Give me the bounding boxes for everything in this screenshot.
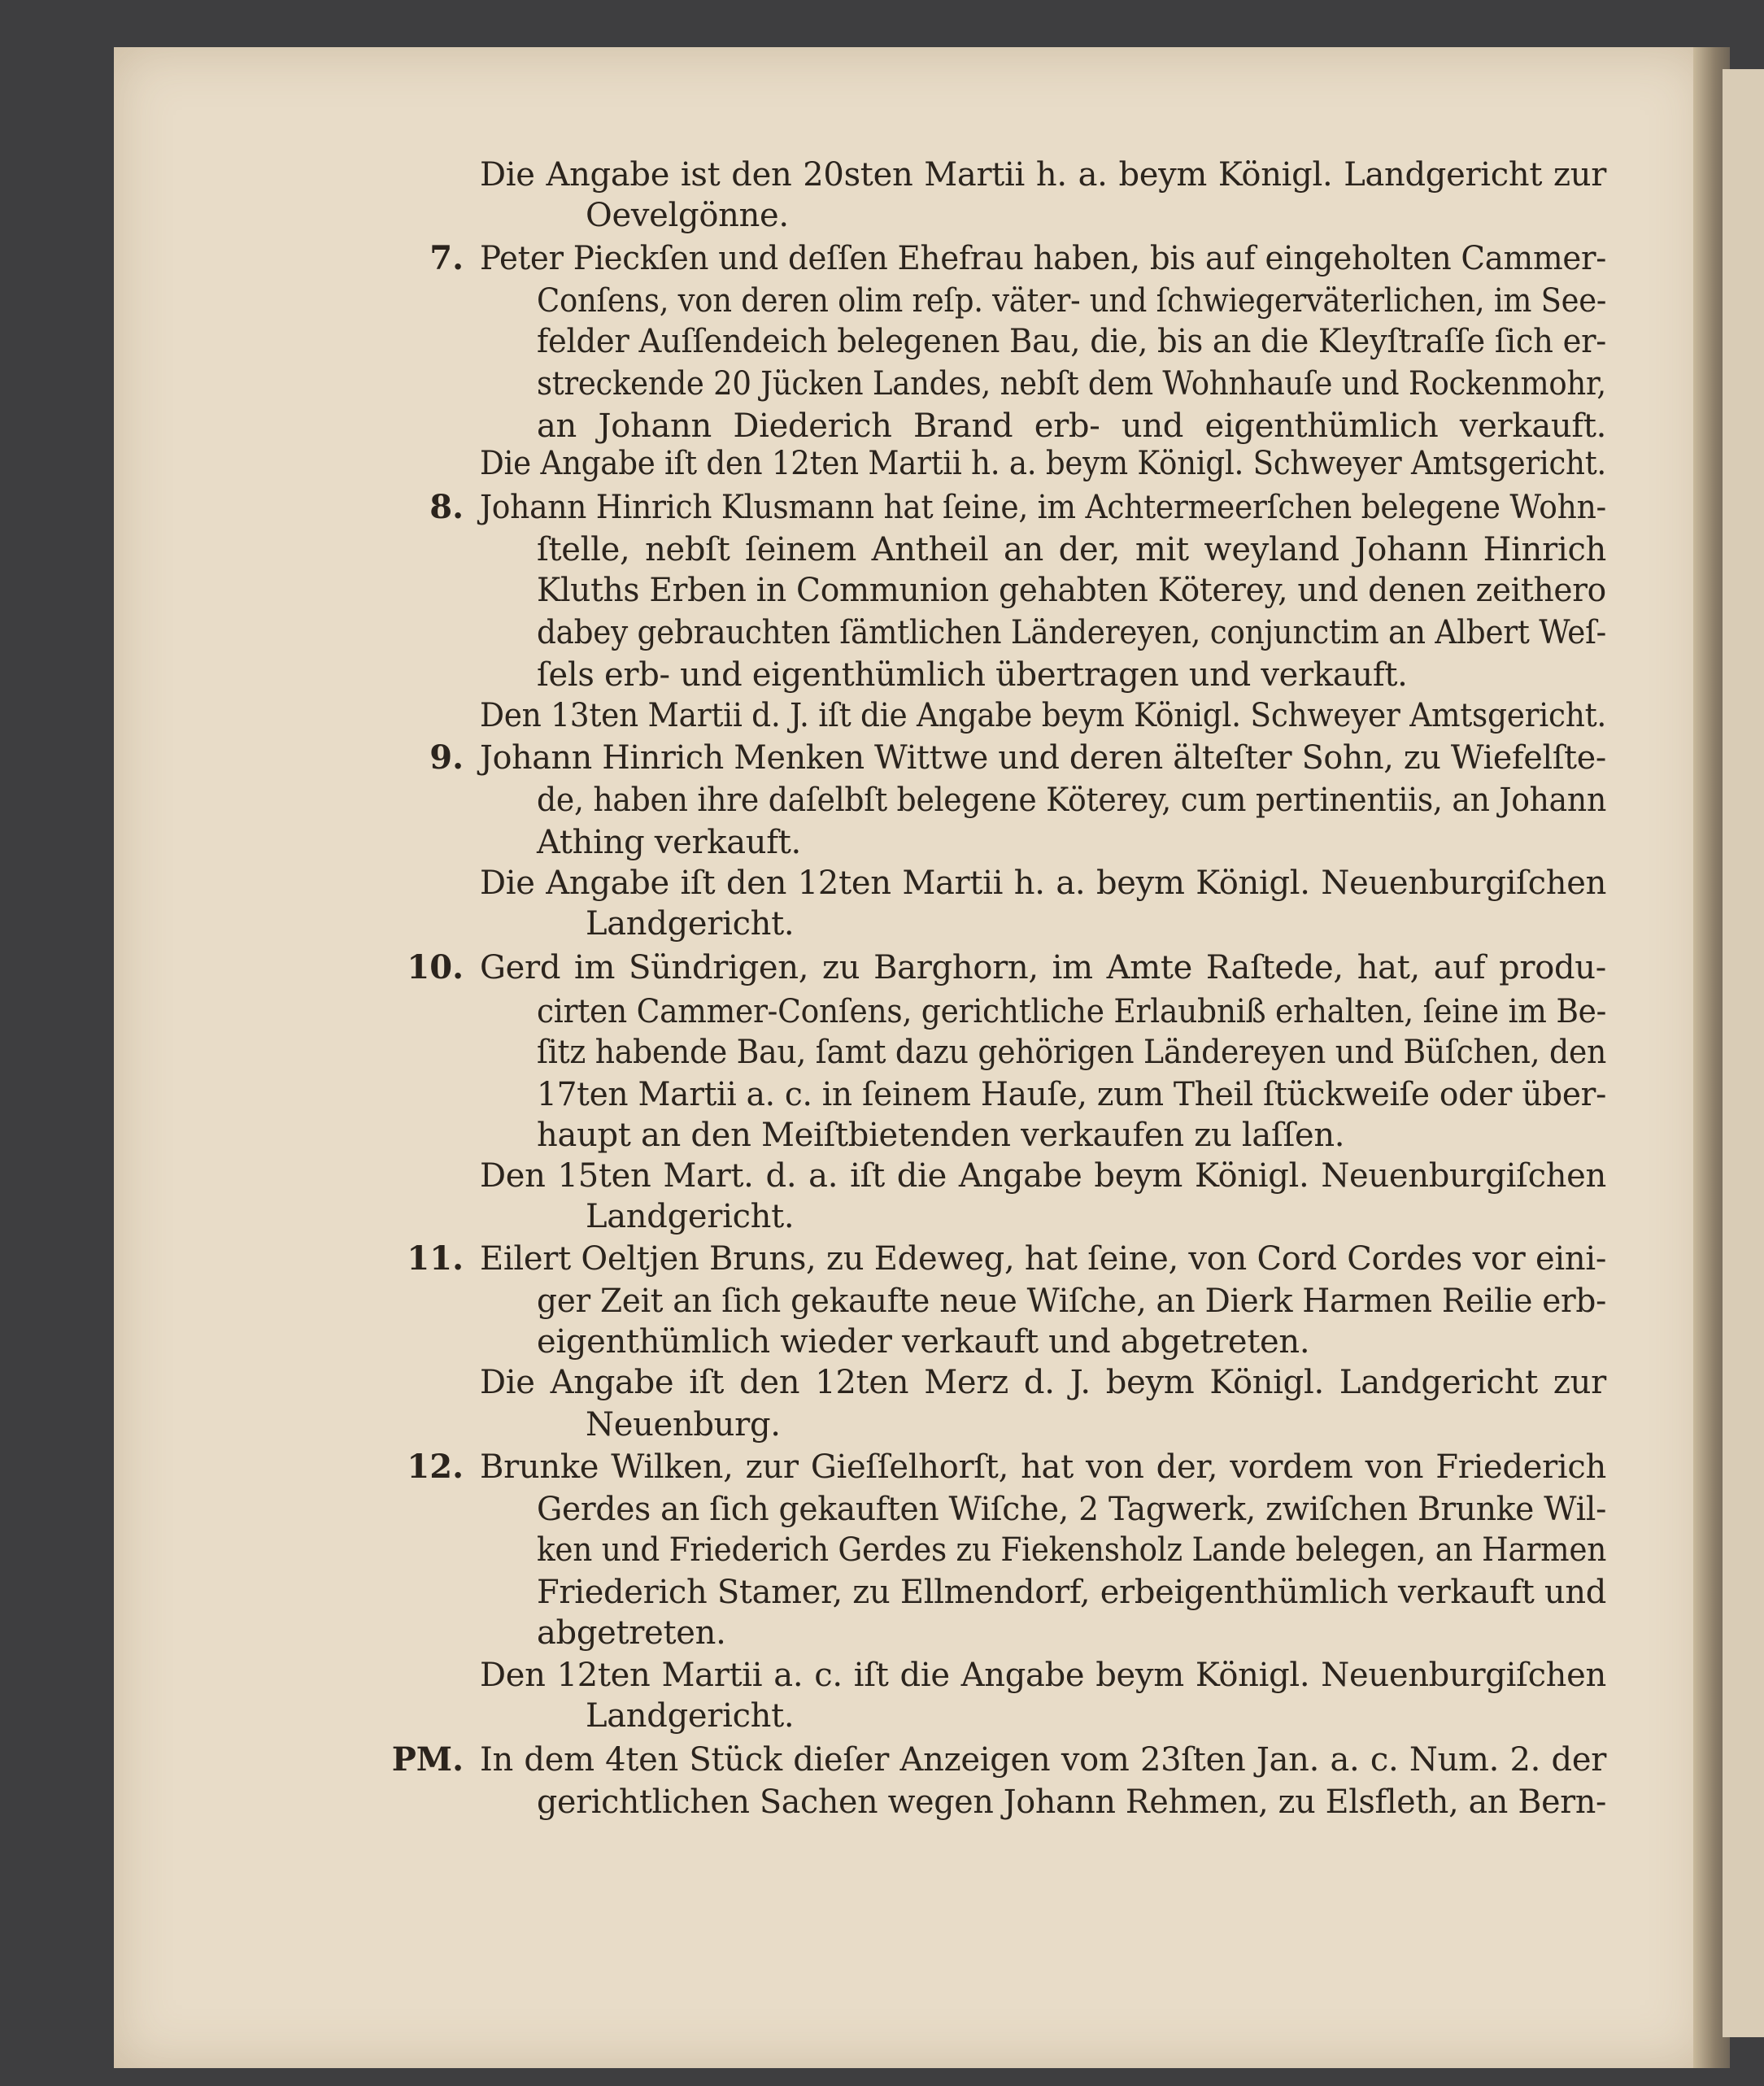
text-line: [0, 193, 1764, 238]
entry-text: abgetreten.: [537, 1614, 726, 1652]
text-line: [0, 1653, 1764, 1698]
entry-text: streckende 20 Jücken Landes, nebſt dem Wohnhauſe und Rockenmohr,: [537, 365, 1606, 403]
entry-text: felder Auſſendeich belegenen Bau, die, bis an die Kleyſtraſſe ſich er-: [537, 323, 1606, 360]
text-line: [0, 735, 1764, 781]
text-line: [0, 989, 1764, 1034]
entry-text: cirten Cammer-Conſens, gerichtliche Erlaubniß erhalten, ſeine im Be-: [537, 993, 1607, 1030]
entry-text: Conſens, von deren olim reſp. väter- und ſchwiegerväterlichen, im See-: [537, 282, 1607, 320]
text-line: [0, 1072, 1764, 1117]
text-line: [0, 236, 1764, 281]
text-line: [0, 1570, 1764, 1615]
entry-text: Den 13ten Martii d. J. iſt die Angabe beym Königl. Schweyer Amtsgericht.: [480, 697, 1606, 734]
entry-text: Athing verkauft.: [537, 824, 801, 861]
text-line: [0, 1030, 1764, 1075]
entry-text: Die Angabe iſt den 12ten Martii h. a. beym Königl. Schweyer Amtsgericht.: [480, 445, 1606, 482]
entry-text: Eilert Oeltjen Bruns, zu Edeweg, hat ſeine, von Cord Cordes vor eini-: [480, 1240, 1607, 1278]
entry-number: 11.: [407, 1239, 464, 1278]
entry-number: 7.: [429, 239, 464, 277]
text-line: [0, 610, 1764, 655]
text-line: [0, 278, 1764, 324]
entry-number: PM.: [391, 1740, 464, 1779]
text-line: [0, 485, 1764, 530]
entry-text: Die Angabe ist den 20sten Martii h. a. beym Königl. Landgericht zur: [480, 156, 1607, 194]
text-line: [0, 1610, 1764, 1656]
entry-text: Johann Hinrich Menken Wittwe und deren älteſter Sohn, zu Wiefelſte-: [480, 739, 1606, 777]
entry-text: Kluths Erben in Communion gehabten Köterey, und denen zeithero: [537, 572, 1606, 609]
text-line: [0, 319, 1764, 364]
entry-text: Gerd im Sündrigen, zu Barghorn, im Amte Raſtede, hat, auf produ-: [480, 949, 1606, 986]
entry-text: ken und Friederich Gerdes zu Fiekensholz Lande belegen, an Harmen: [537, 1531, 1607, 1569]
text-line: [0, 945, 1764, 991]
entry-text: an Johann Diederich Brand erb- und eigenthümlich verkauft.: [537, 407, 1607, 445]
entry-text: Oevelgönne.: [586, 197, 789, 234]
entry-text: de, haben ihre daſelbſt belegene Köterey, cum pertinentiis, an Johann: [537, 782, 1606, 819]
entry-text: ſitz habende Bau, ſamt dazu gehörigen Ländereyen und Büſchen, den: [537, 1034, 1607, 1071]
entry-text: Landgericht.: [586, 1697, 795, 1735]
text-line: [0, 1194, 1764, 1239]
text-line: [0, 441, 1764, 486]
text-line: [0, 820, 1764, 865]
text-line: [0, 152, 1764, 198]
text-line: [0, 1693, 1764, 1739]
text-line: [0, 1153, 1764, 1199]
text-line: [0, 1278, 1764, 1324]
text-line: [0, 1444, 1764, 1490]
entry-text: Johann Hinrich Klusmann hat ſeine, im Achtermeerſchen belegene Wohn-: [480, 489, 1606, 526]
text-line: [0, 1487, 1764, 1532]
entry-text: Den 12ten Martii a. c. iſt die Angabe beym Königl. Neuenburgiſchen: [480, 1657, 1606, 1694]
entry-text: 17ten Martii a. c. in ſeinem Hauſe, zum Theil ſtückweiſe oder über-: [537, 1076, 1606, 1113]
text-line: [0, 568, 1764, 613]
entry-text: Den 15ten Mart. d. a. iſt die Angabe beym Königl. Neuenburgiſchen: [480, 1157, 1606, 1195]
entry-number: 8.: [429, 488, 464, 526]
text-line: [0, 1113, 1764, 1158]
text-line: [0, 361, 1764, 407]
text-line: [0, 1779, 1764, 1825]
entry-text: Die Angabe iſt den 12ten Martii h. a. beym Königl. Neuenburgiſchen: [480, 864, 1607, 902]
text-line: [0, 860, 1764, 906]
text-line: [0, 777, 1764, 823]
entry-text: Peter Pieckſen und deſſen Ehefrau haben, bis auf eingeholten Cammer-: [480, 240, 1607, 277]
entry-text: Landgericht.: [586, 1198, 795, 1235]
text-line: [0, 652, 1764, 698]
text-line: [0, 1319, 1764, 1365]
entry-text: gerichtlichen Sachen wegen Johann Rehmen, zu Elsfleth, an Bern-: [537, 1783, 1607, 1821]
text-line: [0, 693, 1764, 738]
entry-text: Landgericht.: [586, 905, 795, 943]
entry-text: Die Angabe iſt den 12ten Merz d. J. beym Königl. Landgericht zur: [480, 1364, 1606, 1401]
text-line: [0, 527, 1764, 573]
text-line: [0, 1236, 1764, 1282]
entry-text: ger Zeit an ſich gekaufte neue Wiſche, an Dierk Harmen Reilie erb-: [537, 1283, 1606, 1320]
entry-text: dabey gebrauchten ſämtlichen Ländereyen, conjunctim an Albert Weſ-: [537, 614, 1607, 651]
entry-number: 9.: [429, 738, 464, 777]
entry-text: ſels erb- und eigenthümlich übertragen und verkauft.: [537, 656, 1408, 694]
text-line: [0, 1402, 1764, 1448]
entry-number: 12.: [407, 1448, 464, 1486]
entry-text: Neuenburg.: [586, 1406, 781, 1444]
text-line: [0, 901, 1764, 947]
entry-number: 10.: [407, 948, 464, 986]
text-line: [0, 1737, 1764, 1783]
entry-text: haupt an den Meiſtbietenden verkaufen zu laſſen.: [537, 1117, 1345, 1154]
entry-text: Friederich Stamer, zu Ellmendorf, erbeigenthümlich verkauft und: [537, 1574, 1607, 1611]
text-line: [0, 1360, 1764, 1405]
entry-text: Gerdes an ſich gekauften Wiſche, 2 Tagwerk, zwiſchen Brunke Wil-: [537, 1491, 1607, 1528]
text-line: [0, 1527, 1764, 1573]
entry-text: ſtelle, nebſt ſeinem Antheil an der, mit weyland Johann Hinrich: [537, 531, 1607, 568]
entry-text: eigenthümlich wieder verkauft und abgetreten.: [537, 1323, 1310, 1361]
entry-text: In dem 4ten Stück dieſer Anzeigen vom 23ſten Jan. a. c. Num. 2. der: [480, 1741, 1607, 1779]
entry-text: Brunke Wilken, zur Gieſſelhorſt, hat von der, vordem von Friederich: [480, 1448, 1606, 1486]
